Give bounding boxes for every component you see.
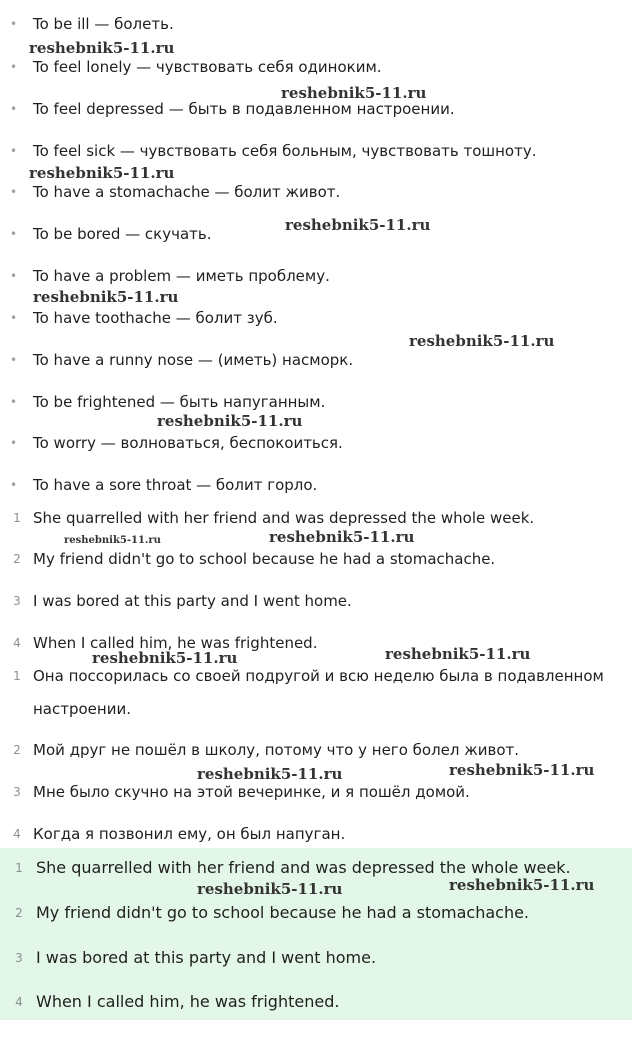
list-item-text: To have a runny nose — (иметь) насморк. — [33, 351, 354, 369]
bullet-icon: • — [10, 17, 18, 31]
item-number: 2 — [13, 552, 21, 566]
item-text: I was bored at this party and I went home. — [33, 592, 352, 610]
watermark: reshebnik5-11.ru — [449, 876, 595, 894]
item-text: My friend didn't go to school because he had a stomachache. — [33, 550, 496, 568]
list-item-text: To have a stomachache — болит живот. — [33, 183, 341, 201]
item-text: Мой друг не пошёл в школу, потому что у него болел живот. — [33, 741, 520, 759]
bullet-icon: • — [10, 311, 18, 325]
item-text: настроении. — [33, 700, 131, 718]
item-number: 1 — [13, 511, 21, 525]
list-item-text: To feel lonely — чувствовать себя одиноким. — [33, 58, 382, 76]
watermark: reshebnik5-11.ru — [197, 880, 343, 898]
list-item-text: To have a problem — иметь проблему. — [33, 267, 330, 285]
item-number: 3 — [13, 594, 21, 608]
item-number: 4 — [13, 827, 21, 841]
watermark: reshebnik5-11.ru — [281, 84, 427, 102]
watermark: reshebnik5-11.ru — [409, 332, 555, 350]
item-text: I was bored at this party and I went home. — [36, 948, 377, 967]
watermark: reshebnik5-11.ru — [29, 39, 175, 57]
bullet-icon: • — [10, 269, 18, 283]
watermark: reshebnik5-11.ru — [449, 761, 595, 779]
item-number: 4 — [13, 636, 21, 650]
list-item-text: To worry — волноваться, беспокоиться. — [33, 434, 343, 452]
item-number: 2 — [15, 906, 23, 920]
watermark: reshebnik5-11.ru — [385, 645, 531, 663]
list-item-text: To be frightened — быть напуганным. — [33, 393, 326, 411]
item-number: 2 — [13, 743, 21, 757]
watermark: reshebnik5-11.ru — [33, 288, 179, 306]
watermark: reshebnik5-11.ru — [269, 528, 415, 546]
bullet-icon: • — [10, 227, 18, 241]
bullet-icon: • — [10, 395, 18, 409]
watermark: reshebnik5-11.ru — [157, 412, 303, 430]
bullet-icon: • — [10, 144, 18, 158]
watermark: reshebnik5-11.ru — [197, 765, 343, 783]
list-item-text: To feel sick — чувствовать себя больным, чувствовать тошноту. — [33, 142, 537, 160]
list-item-text: To be bored — скучать. — [33, 225, 212, 243]
item-text: Она поссорилась со своей подругой и всю неделю была в подавленном — [33, 667, 604, 685]
item-text: She quarrelled with her friend and was depressed the whole week. — [36, 858, 571, 877]
bullet-icon: • — [10, 478, 18, 492]
item-number: 3 — [13, 785, 21, 799]
item-number: 1 — [15, 861, 23, 875]
watermark: reshebnik5-11.ru — [29, 164, 175, 182]
watermark: reshebnik5-11.ru — [92, 649, 238, 667]
bullet-icon: • — [10, 102, 18, 116]
item-text: My friend didn't go to school because he had a stomachache. — [36, 903, 530, 922]
item-text: Когда я позвонил ему, он был напуган. — [33, 825, 346, 843]
bullet-icon: • — [10, 436, 18, 450]
list-item-text: To be ill — болеть. — [33, 15, 174, 33]
list-item-text: To have toothache — болит зуб. — [33, 309, 278, 327]
item-number: 3 — [15, 951, 23, 965]
list-item-text: To have a sore throat — болит горло. — [33, 476, 318, 494]
item-text: She quarrelled with her friend and was depressed the whole week. — [33, 509, 535, 527]
watermark: reshebnik5-11.ru — [64, 535, 161, 546]
bullet-icon: • — [10, 353, 18, 367]
item-number: 1 — [13, 669, 21, 683]
bullet-icon: • — [10, 60, 18, 74]
item-text: When I called him, he was frightened. — [36, 992, 340, 1011]
watermark: reshebnik5-11.ru — [285, 216, 431, 234]
item-number: 4 — [15, 995, 23, 1009]
bullet-icon: • — [10, 185, 18, 199]
item-text: When I called him, he was frightened. — [33, 634, 318, 652]
list-item-text: To feel depressed — быть в подавленном настроении. — [33, 100, 455, 118]
item-text: Мне было скучно на этой вечеринке, и я пошёл домой. — [33, 783, 470, 801]
